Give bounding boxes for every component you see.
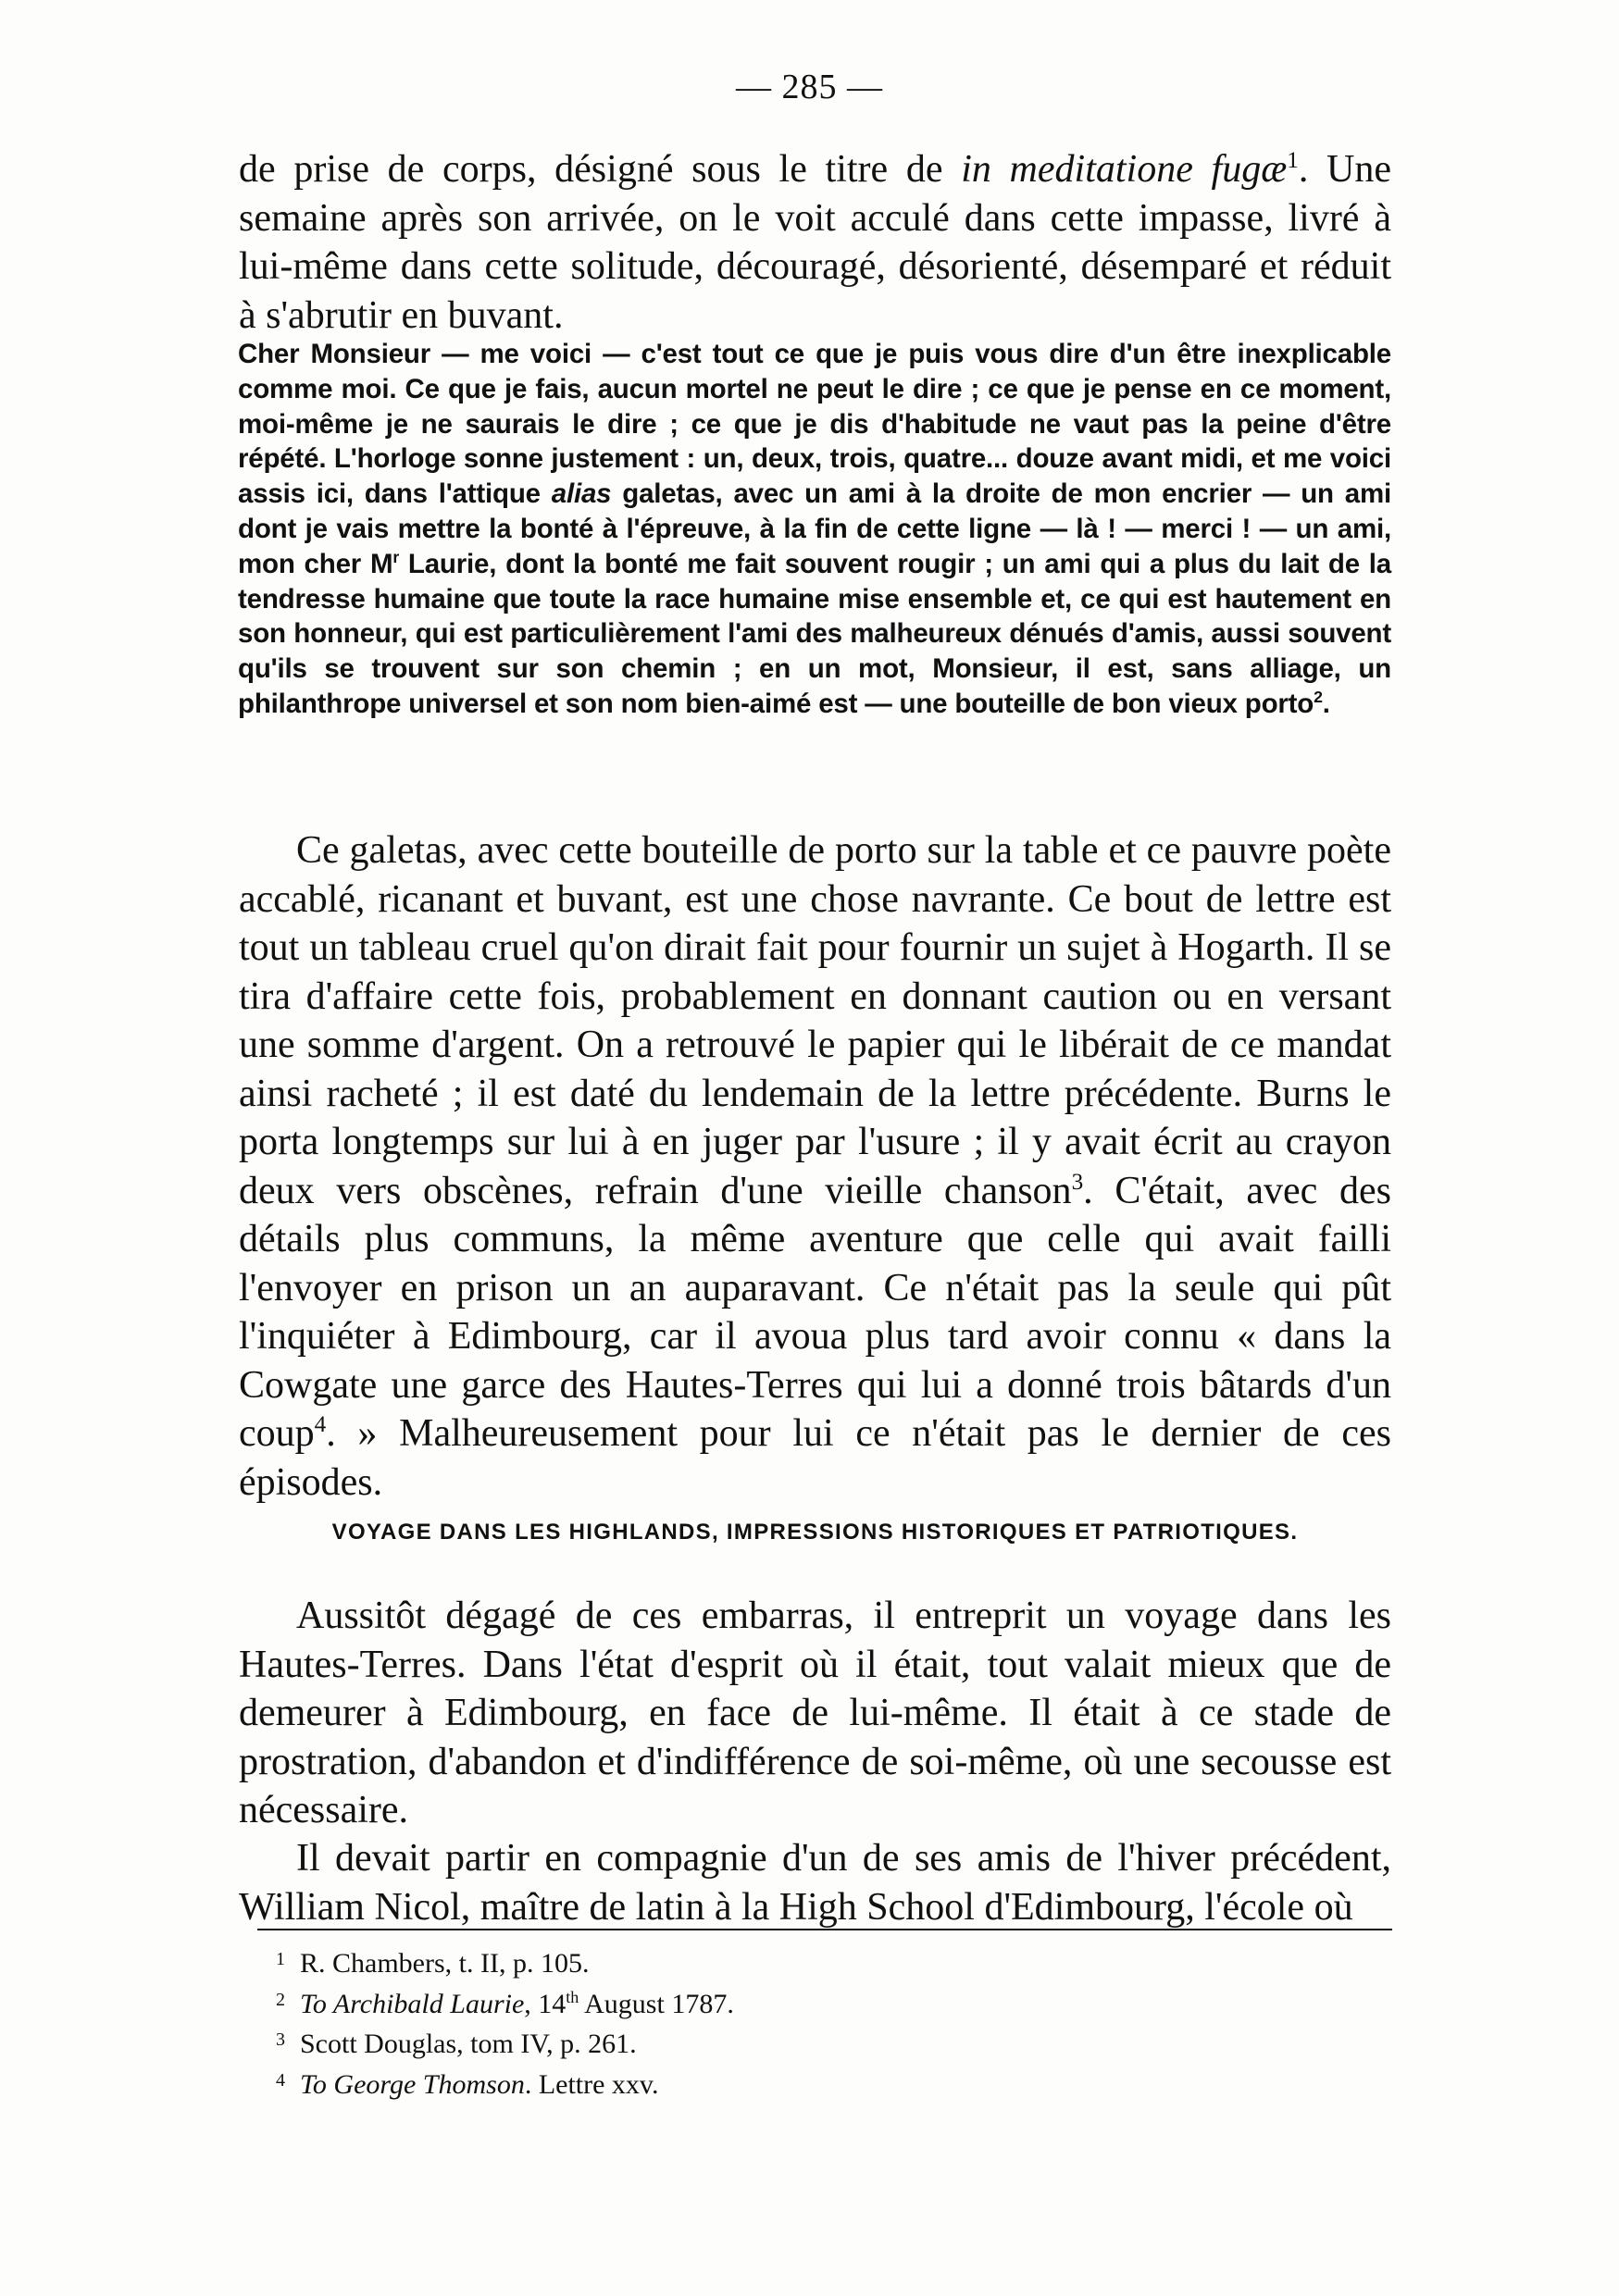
footnote-text: , 14 [524, 1988, 567, 2019]
letter-italic-alias: alias [551, 478, 612, 510]
section-heading: VOYAGE DANS LES HIGHLANDS, IMPRESSIONS HISTORIQUES ET PATRIOTIQUES. [331, 1520, 1299, 1545]
footnote-number: 4 [276, 2069, 285, 2091]
aussitot-text: Aussitôt dégagé de ces embarras, il entreprit un voyage dans les Hautes-Terres. Dans l'état d'esprit où il était, tout valait mieux que de demeurer à Edimbourg, en face de lui-même. Il était à ce stade de prostration, d'abandon et d'indifférence de soi-même, où une secousse est nécessaire. [239, 1595, 1391, 1831]
letter-footnote-ref: 2 [1314, 688, 1323, 707]
paragraph-galetas [239, 826, 1391, 1507]
galetas-footnote-ref-3: 3 [1071, 1169, 1084, 1195]
footnote-1 [276, 1942, 1294, 1982]
galetas-text-2: . C'était, avec des détails plus communs, la même aventure que celle qui avait failli l'envoyer en prison un an auparavant. Ce n'était pas la seule qui pût l'inquiéter à Edimbourg, car il avoua plus tard avoir connu « dans la Cowgate une garce des Hautes-Terres qui lui a donné trois bâtards d'un coup [239, 1169, 1391, 1455]
letter-text-1: Cher Monsieur — me voici — c'est tout ce que je puis vous dire d'un être inexplicable comme moi. Ce que je fais, aucun mortel ne peut le dire ; ce que je pense en ce moment, moi-même je ne saurais le dire ; ce que je dis d'habitude ne vaut pas la peine d'être répété. L'horloge sonne justement : un, deux, trois, quatre... douze avant midi, et me voici assis ici, dans l'attique [238, 339, 1391, 510]
footnote-3 [276, 2022, 1294, 2063]
letter-text-3: Laurie, dont la bonté me fait souvent rougir ; un ami qui a plus du lait de la tendresse humaine que toute la race humaine mise ensemble et, ce qui est hautement en son honneur, qui est particulièrement l'ami des malheureux dénués d'amis, aussi souvent qu'ils se trouvent sur son chemin ; en un mot, Monsieur, il est, sans alliage, un philanthrope universel et son nom bien-aimé est — une bouteille de bon vieux porto [238, 548, 1391, 719]
intro-latin-phrase: in meditatione fugæ [961, 148, 1288, 191]
intro-footnote-ref: 1 [1287, 148, 1299, 173]
footnote-italic-title: To George Thomson [300, 2068, 525, 2100]
intro-text-2: . Une semaine après son arrivée, on le voit acculé dans cette impasse, livré à lui-même dans cette solitude, découragé, désorienté, désemparé et réduit à s'abrutir en buvant. [239, 148, 1391, 337]
footnote-italic-title: To Archibald Laurie [300, 1988, 525, 2019]
footnote-text: . Lettre xxv. [524, 2068, 659, 2100]
paragraph-intro [239, 145, 1391, 340]
galetas-text-3: . » Malheureusement pour lui ce n'était pas le dernier de ces épisodes. [239, 1412, 1391, 1504]
footnote-number: 2 [276, 1989, 285, 2010]
footnote-number: 1 [276, 1949, 285, 1969]
paragraph-nicol [239, 1834, 1391, 1931]
footnote-4 [276, 2063, 1294, 2104]
letter-text-2: galetas, avec un ami à la droite de mon encrier — un ami dont je vais mettre la bonté à l'épreuve, à la fin de cette ligne — là ! — merci ! — un ami, mon cher M [238, 478, 1391, 579]
intro-text-1: de prise de corps, désigné sous le titre de [239, 148, 962, 191]
footnote-ordinal-suffix: th [566, 1987, 579, 2006]
galetas-text-1: Ce galetas, avec cette bouteille de porto sur la table et ce pauvre poète accablé, ricanant et buvant, est une chose navrante. Ce bout de lettre est tout un tableau cruel qu'on dirait fait pour fournir un sujet à Hogarth. Il se tira d'affaire cette fois, probablement en donnant caution ou en versant une somme d'argent. On a retrouvé le papier qui le libérait de ce mandat ainsi racheté ; il est daté du lendemain de la lettre précédente. Burns le porta longtemps sur lui à en juger par l'usure ; il y avait écrit au crayon deux vers obscènes, refrain d'une vieille chanson [239, 829, 1391, 1212]
galetas-footnote-ref-4: 4 [314, 1412, 327, 1437]
footnote-text: August 1787. [579, 1988, 734, 2019]
paragraph-aussitot [239, 1592, 1391, 1835]
footnote-2 [276, 1982, 1294, 2023]
footnote-text: R. Chambers, t. II, p. 105. [300, 1948, 590, 1979]
footnote-number: 3 [276, 2029, 285, 2050]
letter-title-superscript: r [392, 547, 400, 566]
footnotes [276, 1942, 1294, 2103]
page-number: — 285 — [736, 68, 883, 106]
nicol-text: Il devait partir en compagnie d'un de ses amis de l'hiver précédent, William Nicol, maître de latin à la High School d'Edimbourg, l'école où [239, 1837, 1391, 1929]
letter-quote [238, 337, 1391, 722]
footnote-divider [257, 1929, 1392, 1930]
footnote-text: Scott Douglas, tom IV, p. 261. [300, 2029, 637, 2059]
letter-end: . [1322, 688, 1330, 719]
